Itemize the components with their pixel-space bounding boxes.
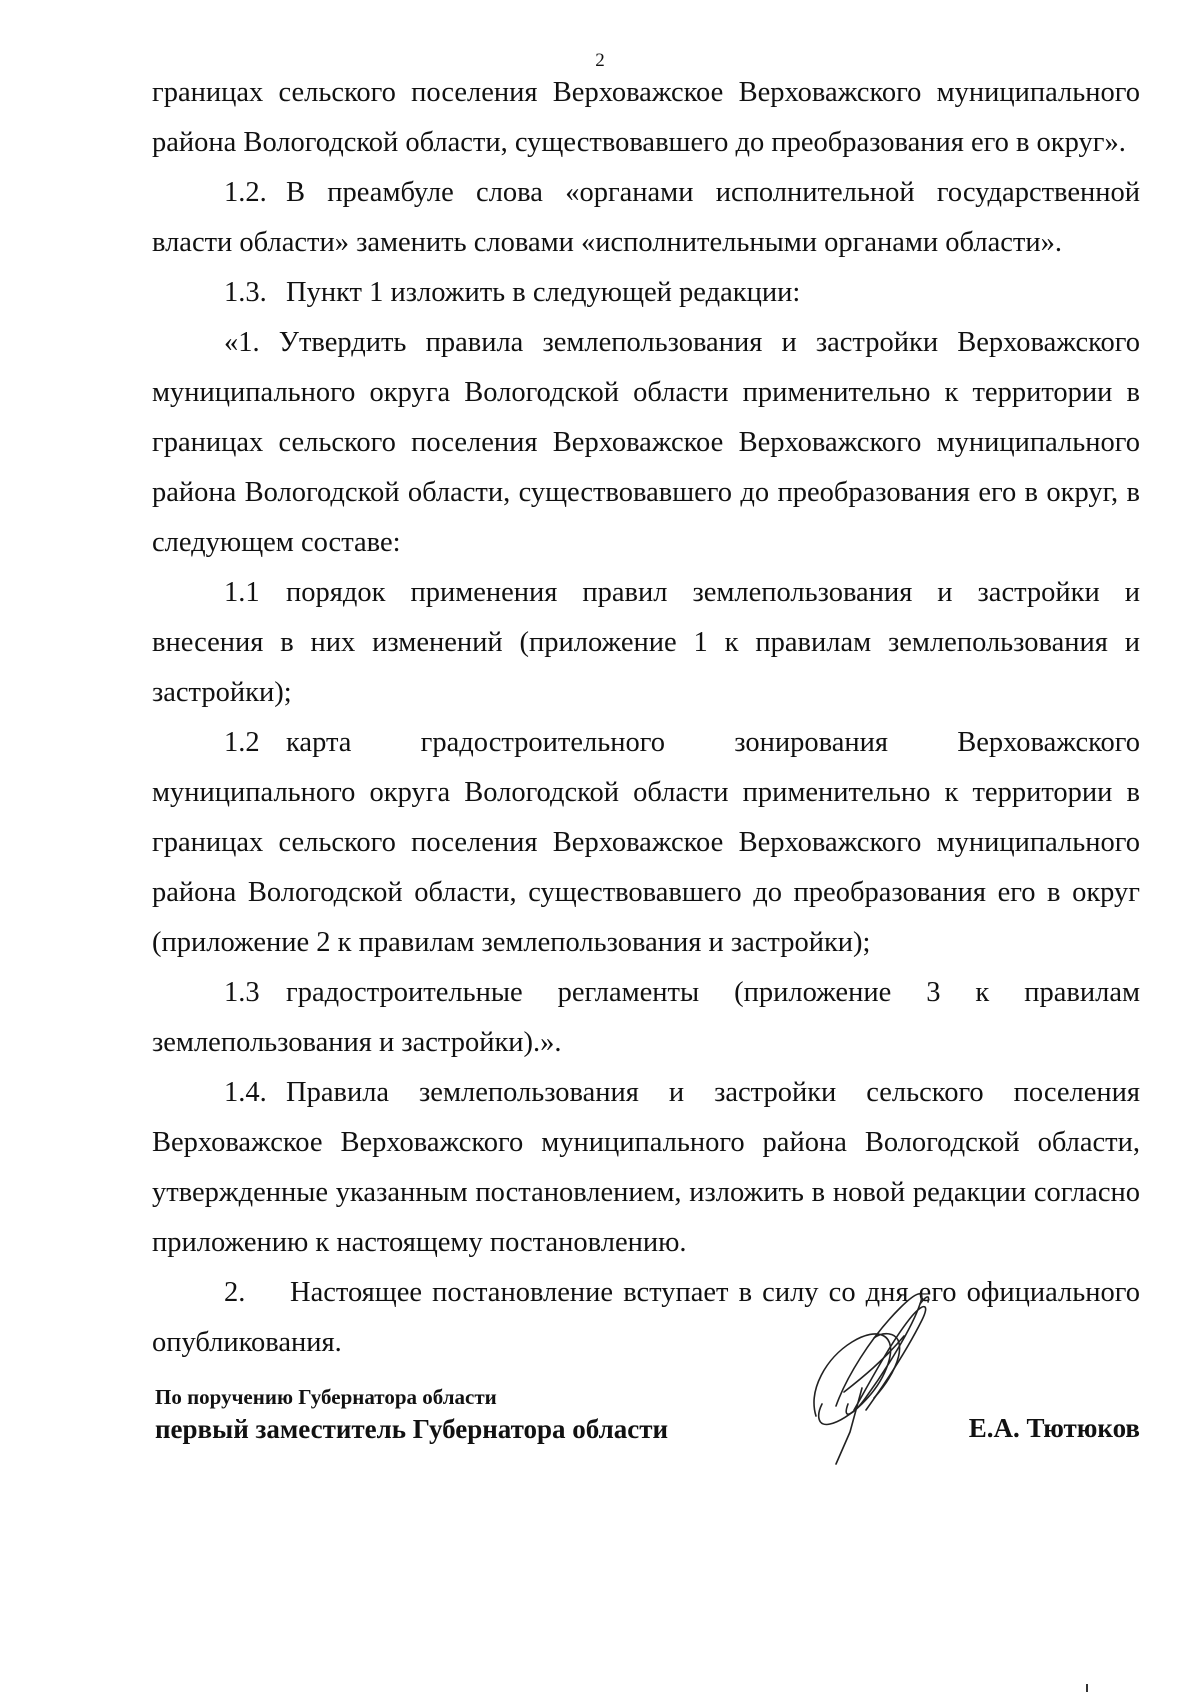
paragraph-number: 1.3. [224, 277, 267, 308]
signatory-authority-line: По поручению Губернатора области [155, 1385, 497, 1409]
signatory-position: первый заместитель Губернатора области [155, 1414, 669, 1444]
paragraph-continuation: границах сельского поселения Верховажское Верховажского муниципального района Вологодской области, существовавшего до преобразования его в округ». [152, 77, 1140, 158]
signatory-name: Е.А. Тютюков [968, 1413, 1140, 1443]
paragraph-text: порядок применения правил землепользования и застройки и внесения в них изменений (приложение 1 к правилам землепользования и застройки); [152, 577, 1140, 708]
paragraph-text: Правила землепользования и застройки сельского поселения Верховажское Верховажского муниципального района Вологодской области, утвержденные указанным постановлением, изложить в новой редакции согласно приложению к настоящему постановлению. [152, 1077, 1140, 1258]
paragraph-number: 1.4. [224, 1077, 267, 1108]
paragraph-1-3 [152, 268, 1140, 318]
paragraph-2 [152, 1268, 1140, 1368]
paragraph-1-1-sub [152, 568, 1140, 718]
paragraph-text: Пункт 1 изложить в следующей редакции: [286, 277, 801, 308]
paragraph-number: 1.2 [224, 727, 260, 758]
signatory-title-block [155, 1383, 715, 1447]
paragraph-1-4 [152, 1068, 1140, 1268]
paragraph-number: 1.2. [224, 177, 267, 208]
page-number: 2 [595, 50, 605, 71]
scan-mark [1086, 1684, 1088, 1692]
handwritten-signature [808, 1278, 938, 1468]
paragraph-text: Настоящее постановление вступает в силу со дня его официального опубликования. [152, 1277, 1140, 1358]
paragraph-1-2-sub [152, 718, 1140, 968]
paragraph-1-2 [152, 168, 1140, 268]
paragraph-number: 1.1 [224, 577, 260, 608]
paragraph-text: В преамбуле слова «органами исполнительной государственной власти области» заменить словами «исполнительными органами области». [152, 177, 1140, 258]
paragraph-number: 1.3 [224, 977, 260, 1008]
paragraph-text: градостроительные регламенты (приложение 3 к правилам землепользования и застройки).». [152, 977, 1140, 1058]
document-body [152, 68, 1140, 1368]
paragraph-1-3-sub [152, 968, 1140, 1068]
paragraph-quoted-1: «1. Утвердить правила землепользования и застройки Верховажского муниципального округа Вологодской области применительно к территории в границах сельского поселения Верховажское Верховажского муниципального района Вологодской области, существовавшего до преобразования его в округ, в следующем составе: [152, 327, 1140, 558]
paragraph-number: 2. [224, 1277, 246, 1308]
paragraph-text: карта градостроительного зонирования Верховажского муниципального округа Вологодской области применительно к территории в границах сельского поселения Верховажское Верховажского муниципального района Вологодской области, существовавшего до преобразования его в округ (приложение 2 к правилам землепользования и застройки); [152, 727, 1140, 958]
